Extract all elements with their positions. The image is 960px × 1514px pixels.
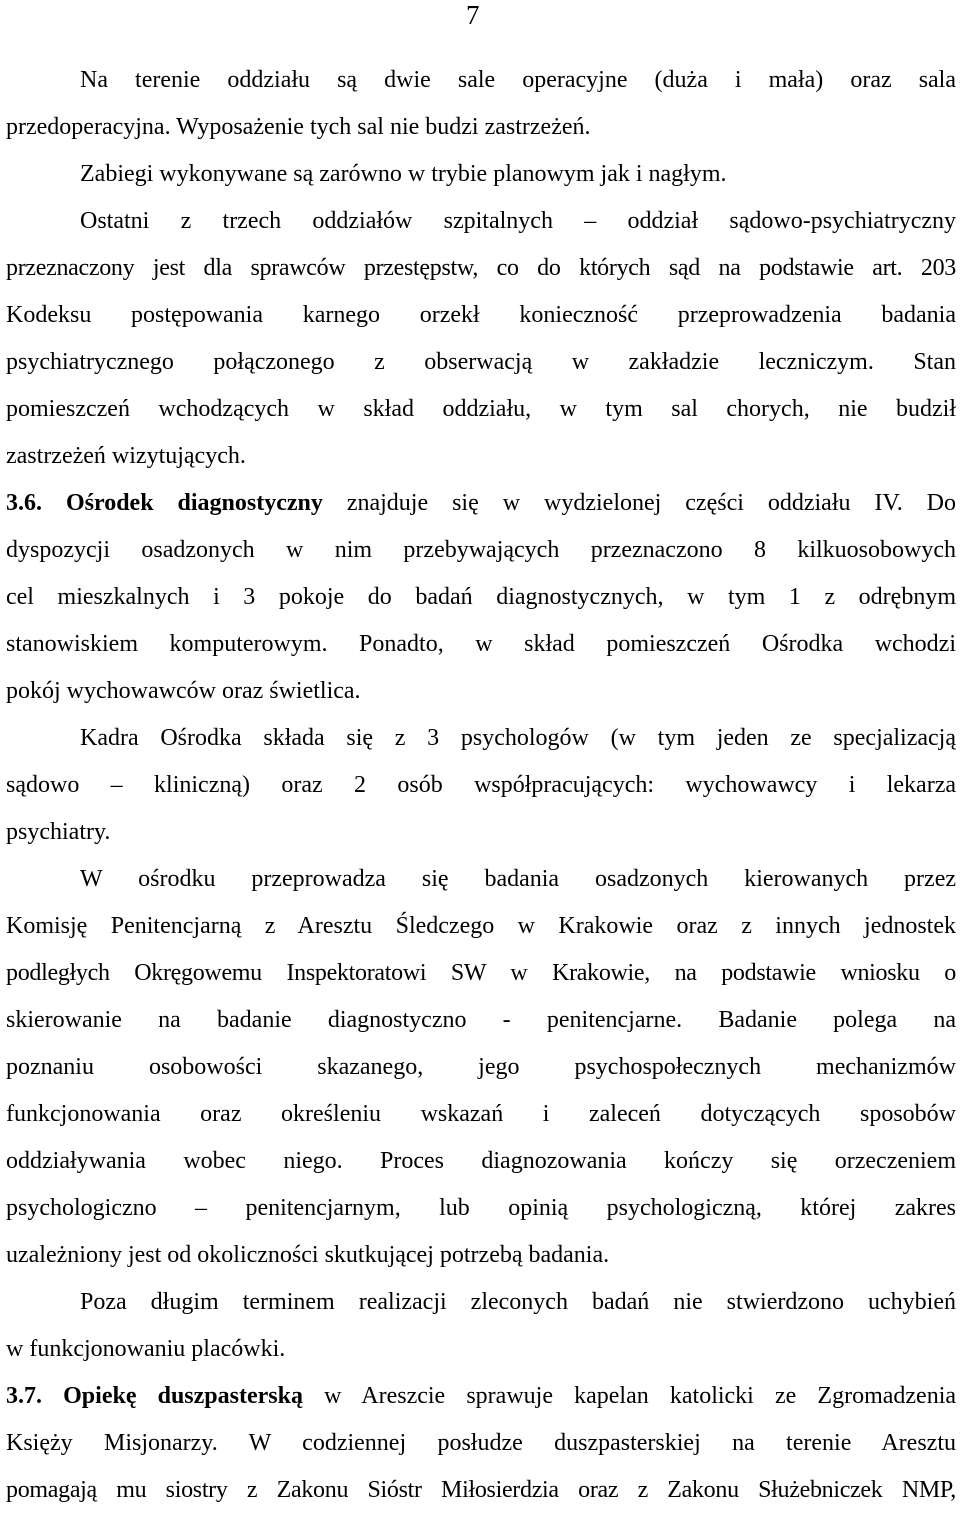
document-body — [6, 57, 956, 1514]
text-line: W ośrodku przeprowadza się badania osadzonych kierowanych przez — [80, 866, 956, 892]
section-number: 3.6. — [6, 490, 42, 516]
text-line: Ostatni z trzech oddziałów szpitalnych – oddział sądowo-psychiatryczny — [80, 208, 956, 234]
text-line: Komisję Penitencjarną z Aresztu Śledczego w Krakowie oraz z innych jednostek — [6, 913, 956, 939]
text-line: sądowo – kliniczną) oraz 2 osób współpracujących: wychowawcy i lekarza — [6, 772, 956, 798]
section-heading: Opiekę duszpasterską — [63, 1383, 303, 1409]
section-heading: Ośrodek diagnostyczny — [65, 490, 323, 516]
section-number: 3.7. — [6, 1383, 42, 1409]
text-line: podległych Okręgowemu Inspektoratowi SW w Krakowie, na podstawie wniosku o — [6, 960, 956, 986]
text-line: poznaniu osobowości skazanego, jego psychospołecznych mechanizmów — [6, 1054, 956, 1080]
text-line: oddziaływania wobec niego. Proces diagnozowania kończy się orzeczeniem — [6, 1148, 956, 1174]
text-span: znajduje się w wydzielonej części oddziału IV. Do — [346, 490, 956, 516]
text-line: Na terenie oddziału są dwie sale operacyjne (duża i mała) oraz sala — [80, 67, 956, 93]
text-line: pomieszczeń wchodzących w skład oddziału, w tym sal chorych, nie budził — [6, 396, 956, 422]
text-line: funkcjonowania oraz określeniu wskazań i zaleceń dotyczących sposobów — [6, 1101, 956, 1127]
text-span: w Areszcie sprawuje kapelan katolicki ze Zgromadzenia — [324, 1383, 956, 1409]
text-line: dyspozycji osadzonych w nim przebywających przeznaczono 8 kilkuosobowych — [6, 537, 956, 563]
text-line: Kadra Ośrodka składa się z 3 psychologów (w tym jeden ze specjalizacją — [80, 725, 956, 751]
text-line: zastrzeżeń wizytujących. — [6, 443, 246, 469]
text-line: psychiatry. — [6, 819, 111, 845]
section-3-6-heading-line — [6, 480, 956, 527]
text-line: stanowiskiem komputerowym. Ponadto, w skład pomieszczeń Ośrodka wchodzi — [6, 631, 956, 657]
page-number: 7 — [466, 0, 480, 30]
text-line: w funkcjonowaniu placówki. — [6, 1336, 286, 1362]
text-line: psychiatrycznego połączonego z obserwacją w zakładzie leczniczym. Stan — [6, 349, 956, 375]
text-line: Księży Misjonarzy. W codziennej posłudze duszpasterskiej na terenie Aresztu — [6, 1430, 956, 1456]
text-line: skierowanie na badanie diagnostyczno - penitencjarne. Badanie polega na — [6, 1007, 956, 1033]
section-3-7-heading-line — [6, 1373, 956, 1420]
text-line: pokój wychowawców oraz świetlica. — [6, 678, 361, 704]
text-line: cel mieszkalnych i 3 pokoje do badań diagnostycznych, w tym 1 z odrębnym — [6, 584, 956, 610]
text-line: Zabiegi wykonywane są zarówno w trybie planowym jak i nagłym. — [80, 161, 727, 187]
text-line: uzależniony jest od okoliczności skutkującej potrzebą badania. — [6, 1242, 610, 1268]
text-line: przedoperacyjna. Wyposażenie tych sal nie budzi zastrzeżeń. — [6, 114, 591, 140]
text-line: przeznaczony jest dla sprawców przestępstw, co do których sąd na podstawie art. 203 — [6, 255, 956, 281]
text-line: pomagają mu siostry z Zakonu Sióstr Miłosierdzia oraz z Zakonu Służebniczek NMP, — [6, 1477, 956, 1503]
text-line: Kodeksu postępowania karnego orzekł konieczność przeprowadzenia badania — [6, 302, 956, 328]
text-line: Poza długim terminem realizacji zleconych badań nie stwierdzono uchybień — [80, 1289, 956, 1315]
text-line: psychologiczno – penitencjarnym, lub opinią psychologiczną, której zakres — [6, 1195, 956, 1221]
